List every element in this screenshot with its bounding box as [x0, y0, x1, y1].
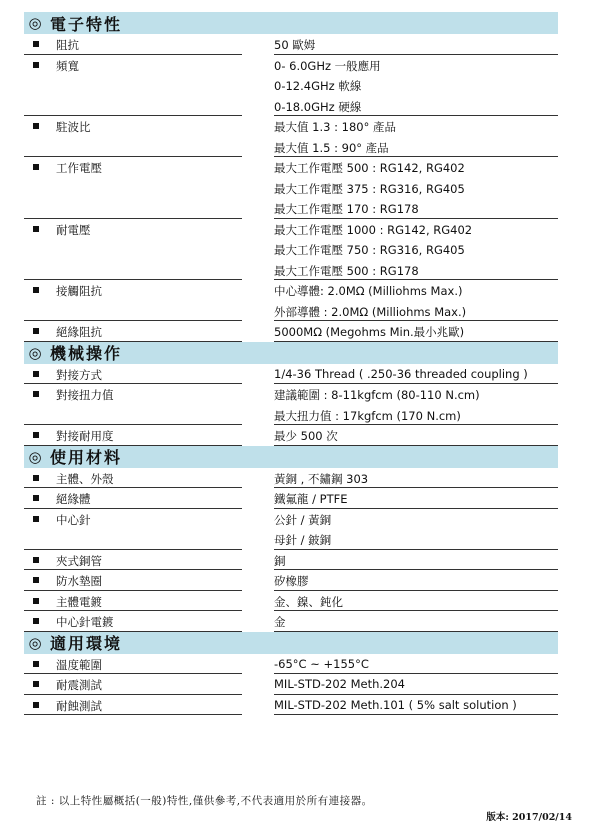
section-mark-icon: ◎	[28, 14, 42, 32]
bullet-square-icon	[33, 123, 39, 129]
row-divider	[24, 714, 242, 715]
bullet-square-icon	[33, 495, 39, 501]
spec-row	[24, 55, 558, 76]
footnote: 註 : 以上特性屬概括(一般)特性,僅供參考,不代表適用於所有連接器。	[36, 795, 373, 807]
spec-value: 最大工作電壓 500 : RG178	[274, 263, 419, 278]
spec-row	[24, 695, 558, 716]
bullet-square-icon	[33, 557, 39, 563]
bullet-square-icon	[33, 371, 39, 377]
section-header	[24, 446, 558, 468]
spec-value: 5000MΩ (Megohms Min.最小兆歐)	[274, 325, 465, 339]
spec-label: 駐波比	[56, 120, 91, 134]
spec-row	[24, 529, 558, 550]
row-divider	[24, 445, 242, 446]
spec-label: 對接扭力值	[56, 388, 114, 402]
spec-sheet	[24, 12, 558, 715]
spec-label: 主體電鍍	[56, 594, 102, 609]
spec-value: 0-18.0GHz 硬線	[274, 99, 362, 114]
spec-row	[24, 570, 558, 591]
spec-value: MIL-STD-202 Meth.101 ( 5% salt solution )	[274, 697, 517, 712]
spec-label: 阻抗	[56, 38, 79, 52]
bullet-square-icon	[33, 41, 39, 47]
spec-label: 耐震測試	[56, 678, 102, 692]
spec-label: 耐蝕測試	[56, 698, 102, 713]
spec-row	[24, 509, 558, 530]
spec-value: 鐵氟龍 / PTFE	[274, 492, 348, 506]
spec-value: 最大值 1.5 : 90° 產品	[274, 140, 389, 155]
spec-row	[24, 321, 558, 342]
spec-value: 最大工作電壓 500 : RG142, RG402	[274, 161, 465, 175]
section-title: 適用環境	[50, 634, 123, 653]
spec-row	[24, 364, 558, 385]
spec-row	[24, 239, 558, 260]
spec-value: 金、鎳、鈍化	[274, 594, 343, 609]
section-title: 使用材料	[50, 448, 123, 467]
spec-value: 銅	[274, 553, 286, 568]
row-divider	[274, 341, 558, 342]
bullet-square-icon	[33, 164, 39, 170]
spec-row	[24, 405, 558, 426]
bullet-square-icon	[33, 432, 39, 438]
bullet-square-icon	[33, 577, 39, 583]
spec-row	[24, 384, 558, 405]
section-title: 機械操作	[50, 344, 123, 363]
row-divider	[24, 341, 242, 342]
spec-label: 對接方式	[56, 367, 102, 382]
spec-value: 0-12.4GHz 軟線	[274, 79, 362, 93]
version-label: 版本: 2017/02/14	[486, 812, 572, 823]
spec-row	[24, 198, 558, 219]
bullet-square-icon	[33, 475, 39, 481]
spec-row	[24, 178, 558, 199]
spec-label: 夾式銅管	[56, 553, 102, 568]
spec-value: 中心導體: 2.0MΩ (Milliohms Max.)	[274, 284, 463, 298]
spec-value: -65°C ~ +155°C	[274, 656, 369, 671]
spec-value: 黃銅 , 不鏽鋼 303	[274, 471, 369, 486]
spec-value: MIL-STD-202 Meth.204	[274, 677, 406, 691]
spec-row	[24, 468, 558, 489]
spec-label: 工作電壓	[56, 161, 102, 175]
spec-row	[24, 674, 558, 695]
bullet-square-icon	[33, 62, 39, 68]
spec-value: 最大工作電壓 1000 : RG142, RG402	[274, 222, 473, 237]
spec-row	[24, 591, 558, 612]
spec-value: 最大工作電壓 375 : RG316, RG405	[274, 181, 465, 196]
bullet-square-icon	[33, 661, 39, 667]
bullet-square-icon	[33, 598, 39, 604]
section-title: 電子特性	[50, 14, 123, 34]
spec-value: 金	[274, 615, 286, 629]
bullet-square-icon	[33, 618, 39, 624]
spec-row	[24, 96, 558, 117]
spec-value: 母針 / 鈹銅	[274, 533, 332, 547]
bullet-square-icon	[33, 516, 39, 522]
section-mark-icon: ◎	[28, 633, 42, 652]
spec-row	[24, 488, 558, 509]
spec-row	[24, 425, 558, 446]
spec-row	[24, 116, 558, 137]
spec-label: 頻寬	[56, 58, 79, 73]
spec-row	[24, 157, 558, 178]
row-divider	[274, 714, 558, 715]
spec-row	[24, 260, 558, 281]
spec-value: 矽橡膠	[274, 574, 309, 588]
bullet-square-icon	[33, 287, 39, 293]
section-header	[24, 342, 558, 364]
spec-value: 50 歐姆	[274, 38, 316, 52]
spec-value: 建議範圍 : 8-11kgfcm (80-110 N.cm)	[274, 388, 480, 402]
spec-value: 最大工作電壓 170 : RG178	[274, 202, 419, 216]
spec-row	[24, 301, 558, 322]
spec-value: 最大值 1.3 : 180° 產品	[274, 120, 396, 134]
bullet-square-icon	[33, 702, 39, 708]
section-mark-icon: ◎	[28, 447, 42, 466]
spec-label: 絕緣阻抗	[56, 325, 102, 339]
spec-value: 0- 6.0GHz 一般應用	[274, 58, 381, 73]
spec-row	[24, 219, 558, 240]
bullet-square-icon	[33, 328, 39, 334]
spec-label: 中心針電鍍	[56, 615, 114, 629]
bullet-square-icon	[33, 391, 39, 397]
spec-value: 1/4-36 Thread ( .250-36 threaded coupling )	[274, 366, 528, 381]
spec-label: 溫度範圍	[56, 657, 102, 672]
spec-label: 防水墊圈	[56, 574, 102, 588]
spec-value: 最大扭力值 : 17kgfcm (170 N.cm)	[274, 408, 461, 423]
section-header	[24, 632, 558, 654]
spec-label: 對接耐用度	[56, 429, 114, 443]
spec-label: 耐電壓	[56, 222, 91, 237]
bullet-square-icon	[33, 681, 39, 687]
spec-value: 公針 / 黃銅	[274, 512, 332, 527]
spec-value: 外部導體 : 2.0MΩ (Milliohms Max.)	[274, 304, 467, 319]
spec-row	[24, 280, 558, 301]
spec-label: 絕緣體	[56, 492, 91, 506]
row-divider	[24, 631, 242, 632]
spec-row	[24, 75, 558, 96]
row-divider	[274, 445, 558, 446]
spec-label: 主體、外殼	[56, 471, 114, 486]
spec-value: 最少 500 次	[274, 429, 338, 443]
section-mark-icon: ◎	[28, 343, 42, 362]
spec-row	[24, 654, 558, 675]
spec-row	[24, 34, 558, 55]
spec-row	[24, 611, 558, 632]
spec-value: 最大工作電壓 750 : RG316, RG405	[274, 243, 465, 257]
spec-row	[24, 137, 558, 158]
spec-label: 中心針	[56, 512, 91, 527]
bullet-square-icon	[33, 226, 39, 232]
spec-label: 接觸阻抗	[56, 284, 102, 298]
row-divider	[274, 631, 558, 632]
section-header	[24, 12, 558, 34]
spec-row	[24, 550, 558, 571]
